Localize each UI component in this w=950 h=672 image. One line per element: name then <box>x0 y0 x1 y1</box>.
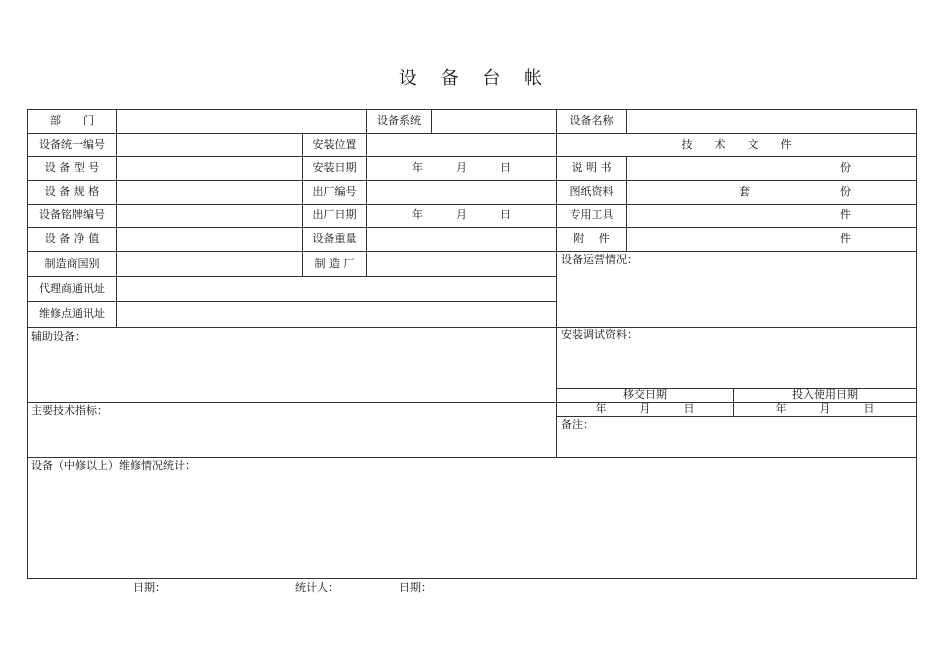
label-repair-statistics: 设备（中修以上）维修情况统计： <box>31 459 196 472</box>
footer-statistician: 统计人： <box>295 581 339 594</box>
row-border <box>27 156 917 157</box>
label-commissioning-data: 安装调试资料： <box>561 328 638 341</box>
label-drawings: 图纸资料 <box>569 185 614 198</box>
row-border <box>27 227 917 228</box>
label-unified-number: 设备统一编号 <box>39 138 105 151</box>
label-remarks: 备注： <box>561 418 594 431</box>
unit-sets: 套 <box>739 185 750 198</box>
unit-copies: 份 <box>840 161 851 174</box>
page-title: 设 备 台 帐 <box>398 68 552 89</box>
col-border <box>302 133 303 276</box>
row-border <box>27 301 556 302</box>
unit-pieces: 件 <box>840 232 851 245</box>
row-border <box>27 133 917 134</box>
col-border <box>916 109 917 579</box>
in-service-date-blank: 年 月 日 <box>775 402 875 415</box>
label-factory-date: 出厂日期 <box>312 208 357 221</box>
row-border <box>27 457 917 458</box>
unit-copies: 份 <box>840 185 851 198</box>
label-operation-status: 设备运营情况： <box>561 253 638 266</box>
col-border <box>626 109 627 133</box>
label-equipment-name: 设备名称 <box>569 114 614 127</box>
label-install-date: 安装日期 <box>312 161 357 174</box>
label-equipment-system: 设备系统 <box>377 114 421 127</box>
label-auxiliary-equipment: 辅助设备： <box>31 330 86 343</box>
label-accessories: 附 件 <box>573 232 610 245</box>
col-border <box>431 109 432 133</box>
col-border <box>626 156 627 251</box>
install-date-blank: 年 月 日 <box>412 161 511 174</box>
footer-date-1: 日期： <box>133 581 166 594</box>
label-manufacturer-country: 制造商国别 <box>44 257 100 270</box>
label-department: 部 门 <box>50 114 94 127</box>
factory-date-blank: 年 月 日 <box>412 208 511 221</box>
label-agent-address: 代理商通讯址 <box>39 282 105 295</box>
label-manual: 说 明 书 <box>571 161 612 174</box>
label-specification: 设 备 规 格 <box>44 185 100 198</box>
row-border <box>27 109 917 110</box>
unit-pieces: 件 <box>840 208 851 221</box>
label-nameplate-number: 设备铭牌编号 <box>39 208 105 221</box>
label-technical-specs: 主要技术指标： <box>31 404 108 417</box>
label-technical-documents: 技 术 文 件 <box>681 138 792 151</box>
label-install-location: 安装位置 <box>312 138 357 151</box>
row-border <box>27 251 917 252</box>
label-repair-address: 维修点通讯址 <box>39 307 105 320</box>
row-border <box>27 276 556 277</box>
label-special-tools: 专用工具 <box>569 208 614 221</box>
label-net-value: 设 备 净 值 <box>44 232 100 245</box>
label-factory-number: 出厂编号 <box>312 185 357 198</box>
row-border <box>27 204 917 205</box>
label-manufacturer: 制 造 厂 <box>314 257 355 270</box>
label-weight: 设备重量 <box>312 232 357 245</box>
label-model: 设 备 型 号 <box>44 161 100 174</box>
label-handover-date: 移交日期 <box>623 388 667 401</box>
col-border <box>116 109 117 327</box>
row-border <box>27 180 917 181</box>
col-border <box>27 109 28 579</box>
handover-date-blank: 年 月 日 <box>595 402 695 415</box>
row-border <box>27 327 917 328</box>
row-border <box>556 416 917 417</box>
footer-date-2: 日期： <box>399 581 432 594</box>
label-in-service-date: 投入使用日期 <box>792 388 858 401</box>
col-border <box>366 133 367 276</box>
